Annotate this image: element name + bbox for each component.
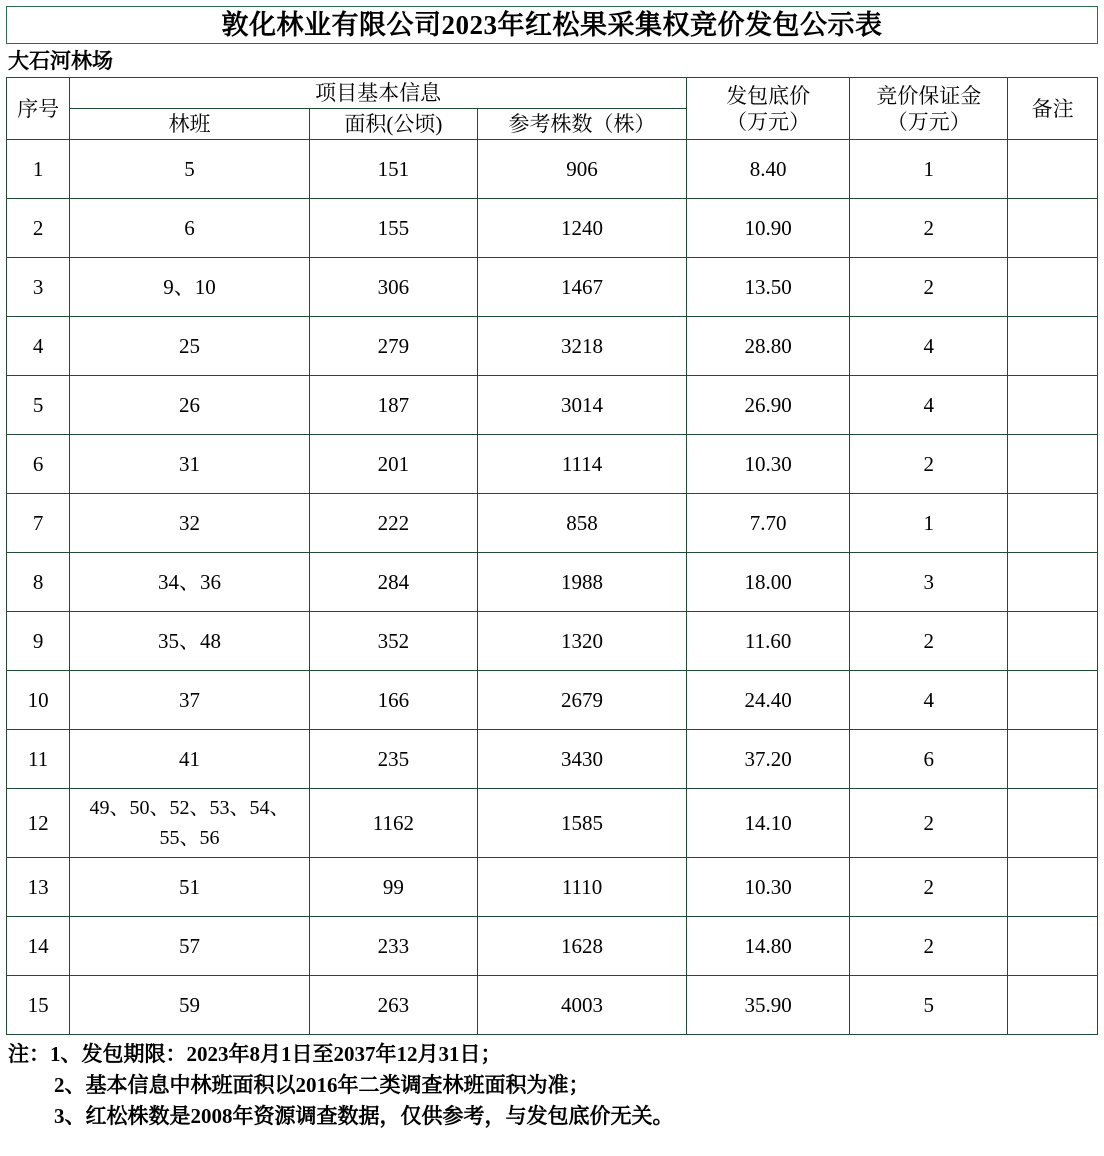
cell-trees: 3430 (478, 730, 687, 789)
cell-deposit: 2 (850, 435, 1008, 494)
cell-deposit: 2 (850, 199, 1008, 258)
cell-deposit: 2 (850, 789, 1008, 858)
cell-note (1008, 917, 1098, 976)
cell-area: 284 (309, 553, 477, 612)
cell-price: 10.30 (687, 858, 850, 917)
cell-area: 99 (309, 858, 477, 917)
cell-trees: 1240 (478, 199, 687, 258)
cell-seq: 9 (7, 612, 70, 671)
cell-deposit: 1 (850, 140, 1008, 199)
cell-trees: 3014 (478, 376, 687, 435)
column-header-base-price (687, 78, 850, 140)
cell-price: 35.90 (687, 976, 850, 1035)
table-row (7, 730, 1098, 789)
table-row (7, 671, 1098, 730)
cell-note (1008, 140, 1098, 199)
cell-deposit: 3 (850, 553, 1008, 612)
cell-seq: 2 (7, 199, 70, 258)
cell-lin-ban: 57 (70, 917, 310, 976)
cell-lin-ban: 59 (70, 976, 310, 1035)
table-row (7, 258, 1098, 317)
cell-lin-ban: 32 (70, 494, 310, 553)
cell-trees: 1988 (478, 553, 687, 612)
cell-seq: 12 (7, 789, 70, 858)
cell-deposit: 5 (850, 976, 1008, 1035)
table-row (7, 612, 1098, 671)
document-title-bar (6, 6, 1098, 44)
cell-area: 155 (309, 199, 477, 258)
cell-deposit: 1 (850, 494, 1008, 553)
cell-price: 7.70 (687, 494, 850, 553)
cell-seq: 15 (7, 976, 70, 1035)
cell-note (1008, 494, 1098, 553)
cell-price: 10.90 (687, 199, 850, 258)
cell-seq: 1 (7, 140, 70, 199)
cell-trees: 1467 (478, 258, 687, 317)
cell-note (1008, 317, 1098, 376)
cell-trees: 3218 (478, 317, 687, 376)
cell-trees: 1585 (478, 789, 687, 858)
footnote-line-3: 3、红松株数是2008年资源调查数据，仅供参考，与发包底价无关。 (54, 1104, 674, 1128)
cell-deposit: 2 (850, 917, 1008, 976)
table-header (7, 78, 1098, 140)
cell-trees: 4003 (478, 976, 687, 1035)
cell-trees: 1114 (478, 435, 687, 494)
document-subtitle: 大石河林场 (8, 49, 113, 73)
table-row (7, 494, 1098, 553)
table-row (7, 317, 1098, 376)
cell-lin-ban: 34、36 (70, 553, 310, 612)
cell-note (1008, 730, 1098, 789)
cell-trees: 1110 (478, 858, 687, 917)
cell-deposit: 6 (850, 730, 1008, 789)
table-row (7, 140, 1098, 199)
cell-lin-ban: 49、50、52、53、54、55、56 (70, 789, 310, 858)
footnote-line-2: 2、基本信息中林班面积以2016年二类调查林班面积为准； (54, 1073, 590, 1097)
cell-note (1008, 858, 1098, 917)
footnotes (8, 1039, 1098, 1132)
cell-price: 14.10 (687, 789, 850, 858)
cell-price: 37.20 (687, 730, 850, 789)
cell-lin-ban: 25 (70, 317, 310, 376)
cell-area: 222 (309, 494, 477, 553)
cell-area: 166 (309, 671, 477, 730)
cell-lin-ban: 37 (70, 671, 310, 730)
cell-price: 10.30 (687, 435, 850, 494)
cell-lin-ban: 6 (70, 199, 310, 258)
cell-area: 201 (309, 435, 477, 494)
footnote-line-1: 注：1、发包期限：2023年8月1日至2037年12月31日； (8, 1042, 502, 1066)
cell-note (1008, 199, 1098, 258)
cell-area: 151 (309, 140, 477, 199)
cell-price: 28.80 (687, 317, 850, 376)
cell-area: 233 (309, 917, 477, 976)
column-header-base-price-line2: （万元） (726, 109, 811, 134)
cell-seq: 3 (7, 258, 70, 317)
table-row (7, 553, 1098, 612)
column-header-deposit-line2: （万元） (886, 109, 971, 134)
cell-note (1008, 435, 1098, 494)
table-header-row-1 (7, 78, 1098, 109)
table-row (7, 435, 1098, 494)
cell-deposit: 4 (850, 317, 1008, 376)
document-page (0, 6, 1104, 1156)
cell-area: 306 (309, 258, 477, 317)
cell-seq: 8 (7, 553, 70, 612)
table-body (7, 140, 1098, 1035)
cell-note (1008, 976, 1098, 1035)
cell-deposit: 2 (850, 858, 1008, 917)
cell-note (1008, 376, 1098, 435)
cell-price: 24.40 (687, 671, 850, 730)
cell-price: 18.00 (687, 553, 850, 612)
column-header-group-basic: 项目基本信息 (70, 78, 687, 109)
cell-area: 235 (309, 730, 477, 789)
cell-lin-ban: 51 (70, 858, 310, 917)
cell-lin-ban: 31 (70, 435, 310, 494)
cell-area: 279 (309, 317, 477, 376)
table-row (7, 376, 1098, 435)
cell-deposit: 2 (850, 258, 1008, 317)
cell-price: 14.80 (687, 917, 850, 976)
cell-area: 352 (309, 612, 477, 671)
cell-price: 8.40 (687, 140, 850, 199)
cell-seq: 5 (7, 376, 70, 435)
cell-lin-ban: 26 (70, 376, 310, 435)
cell-price: 26.90 (687, 376, 850, 435)
cell-trees: 906 (478, 140, 687, 199)
table-row (7, 199, 1098, 258)
cell-trees: 1320 (478, 612, 687, 671)
cell-seq: 10 (7, 671, 70, 730)
cell-trees: 2679 (478, 671, 687, 730)
cell-deposit: 4 (850, 671, 1008, 730)
cell-note (1008, 789, 1098, 858)
cell-lin-ban: 35、48 (70, 612, 310, 671)
cell-lin-ban: 9、10 (70, 258, 310, 317)
cell-seq: 13 (7, 858, 70, 917)
cell-area: 263 (309, 976, 477, 1035)
cell-trees: 1628 (478, 917, 687, 976)
table-row (7, 976, 1098, 1035)
cell-seq: 11 (7, 730, 70, 789)
cell-note (1008, 553, 1098, 612)
column-header-base-price-line1: 发包底价 (726, 83, 811, 108)
column-header-deposit (850, 78, 1008, 140)
cell-deposit: 4 (850, 376, 1008, 435)
cell-area: 1162 (309, 789, 477, 858)
cell-seq: 7 (7, 494, 70, 553)
column-header-deposit-line1: 竞价保证金 (876, 83, 982, 108)
column-header-area: 面积(公顷) (309, 109, 477, 140)
column-header-note: 备注 (1008, 78, 1098, 140)
table-row (7, 858, 1098, 917)
cell-seq: 4 (7, 317, 70, 376)
cell-seq: 6 (7, 435, 70, 494)
column-header-seq: 序号 (7, 78, 70, 140)
cell-seq: 14 (7, 917, 70, 976)
table-row (7, 917, 1098, 976)
cell-lin-ban: 5 (70, 140, 310, 199)
cell-lin-ban: 41 (70, 730, 310, 789)
cell-price: 13.50 (687, 258, 850, 317)
bidding-table (6, 77, 1098, 1035)
cell-note (1008, 671, 1098, 730)
cell-deposit: 2 (850, 612, 1008, 671)
column-header-lin-ban: 林班 (70, 109, 310, 140)
column-header-trees: 参考株数（株） (478, 109, 687, 140)
cell-price: 11.60 (687, 612, 850, 671)
cell-note (1008, 612, 1098, 671)
page-title: 敦化林业有限公司2023年红松果采集权竞价发包公示表 (221, 10, 883, 40)
cell-note (1008, 258, 1098, 317)
cell-trees: 858 (478, 494, 687, 553)
table-row (7, 789, 1098, 858)
cell-area: 187 (309, 376, 477, 435)
